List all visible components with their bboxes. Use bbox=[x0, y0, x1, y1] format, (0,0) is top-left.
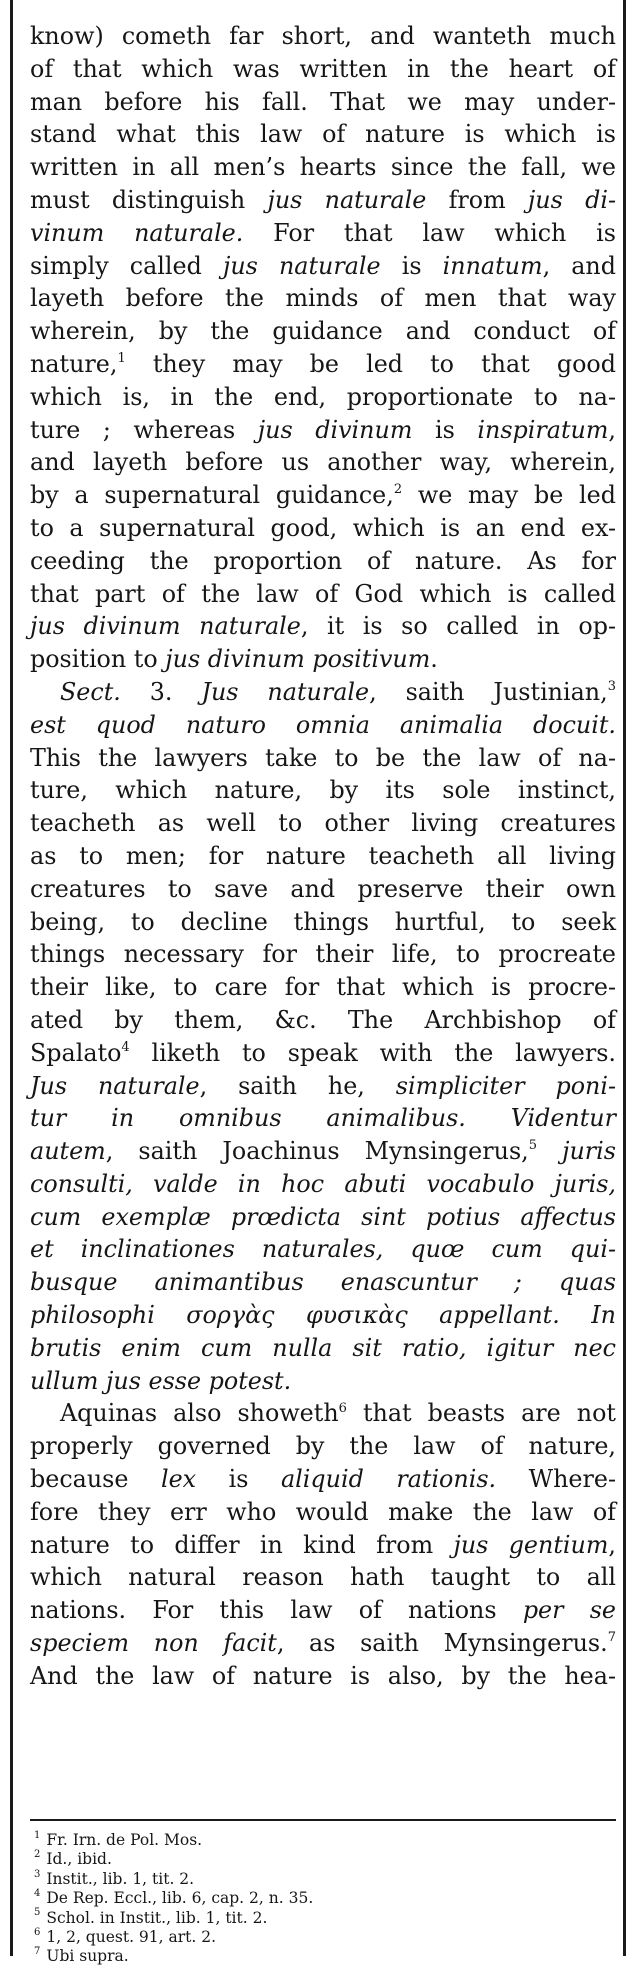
text-run: to a supernatural good, which is an end ex- bbox=[30, 513, 616, 542]
text-run: liketh to speak with the lawyers. bbox=[129, 1038, 616, 1067]
text-run: , as saith Mynsingerus. bbox=[276, 1629, 608, 1658]
text-run: know) cometh far short, and wanteth much bbox=[30, 22, 616, 50]
text-run: which natural reason hath taught to all bbox=[30, 1563, 616, 1592]
text-run: nations. For this law of nations bbox=[30, 1596, 523, 1625]
text-run: is bbox=[196, 1465, 281, 1494]
footnote-text: 1, 2, quest. 91, art. 2. bbox=[46, 1928, 217, 1947]
text-run: that part of the law of God which is called bbox=[30, 579, 616, 608]
text-run: from bbox=[426, 185, 528, 214]
right-border-rule bbox=[623, 0, 626, 1956]
footnote-reference: 2 bbox=[393, 482, 403, 498]
italic-text: per se bbox=[522, 1596, 616, 1625]
italic-text: jus di- bbox=[527, 185, 616, 214]
body-text-column bbox=[30, 20, 616, 1693]
text-line bbox=[30, 1070, 616, 1103]
footnote-marker: 5 bbox=[34, 1907, 41, 1919]
text-line bbox=[30, 1397, 616, 1430]
text-line bbox=[30, 709, 616, 742]
italic-text: consulti, valde in hoc abuti vocabulo juris, bbox=[30, 1169, 616, 1198]
italic-text: innatum bbox=[442, 251, 543, 280]
footnote-marker: 1 bbox=[34, 1829, 41, 1841]
text-line bbox=[30, 971, 616, 1004]
footnote-reference: 6 bbox=[338, 1400, 347, 1416]
text-line bbox=[30, 1135, 616, 1168]
italic-text: cum exemplæ prœdicta sint potius affectus bbox=[30, 1202, 616, 1231]
text-line bbox=[30, 86, 616, 119]
footnote-text: Instit., lib. 1, tit. 2. bbox=[46, 1869, 195, 1888]
text-line bbox=[30, 643, 616, 676]
text-run: 3. bbox=[120, 677, 202, 706]
italic-text: est quod naturo omnia animalia docuit. bbox=[30, 710, 616, 739]
footnote-item bbox=[30, 1870, 616, 1889]
text-line bbox=[30, 446, 616, 479]
footnote-text: De Rep. Eccl., lib. 6, cap. 2, n. 35. bbox=[46, 1889, 314, 1908]
text-run: which is, in the end, proportionate to na- bbox=[30, 382, 616, 411]
italic-text: philosophi σοργὰς φυσικὰς appellant. In bbox=[30, 1301, 616, 1330]
text-run: nature, bbox=[30, 349, 118, 378]
text-line bbox=[30, 1332, 616, 1365]
footnote-marker: 3 bbox=[34, 1868, 41, 1880]
text-run: fore they err who would make the law of bbox=[30, 1497, 616, 1526]
text-line bbox=[30, 512, 616, 545]
text-run: position to bbox=[30, 645, 166, 674]
text-run: , and bbox=[542, 251, 616, 280]
text-run: is bbox=[412, 415, 478, 444]
text-run: ated by them, &c. The Archbishop of bbox=[30, 1005, 616, 1034]
italic-text: Jus naturale bbox=[201, 677, 370, 706]
footnote-reference: 7 bbox=[607, 1630, 616, 1646]
italic-text: jus divinum naturale bbox=[30, 612, 301, 641]
text-line bbox=[30, 479, 616, 512]
text-run: This the lawyers take to be the law of na- bbox=[30, 743, 616, 772]
text-line bbox=[30, 1168, 616, 1201]
text-line bbox=[30, 151, 616, 184]
italic-text: jus naturale bbox=[222, 251, 381, 280]
text-line bbox=[30, 742, 616, 775]
text-line bbox=[30, 938, 616, 971]
italic-text: jus divinum positivum bbox=[165, 645, 431, 674]
text-line bbox=[30, 906, 616, 939]
footnote-item bbox=[30, 1850, 616, 1869]
text-run: their like, to care for that which is procre- bbox=[30, 973, 616, 1002]
text-run: Where- bbox=[496, 1465, 617, 1494]
text-run: properly governed by the law of nature, bbox=[30, 1432, 616, 1461]
text-run: because bbox=[30, 1465, 161, 1494]
text-run: layeth before the minds of men that way bbox=[30, 284, 616, 313]
italic-text: busque animantibus enascuntur ; quas bbox=[30, 1268, 616, 1297]
italic-text: autem bbox=[30, 1137, 106, 1166]
footnote-item bbox=[30, 1889, 616, 1908]
text-run: And the law of nature is also, by the hea- bbox=[30, 1661, 616, 1690]
text-line bbox=[30, 1463, 616, 1496]
text-line bbox=[30, 807, 616, 840]
text-line bbox=[30, 282, 616, 315]
footnote-item bbox=[30, 1947, 616, 1966]
left-border-rule bbox=[10, 0, 13, 1956]
text-line bbox=[30, 1430, 616, 1463]
text-line bbox=[30, 774, 616, 807]
footnote-marker: 7 bbox=[34, 1946, 41, 1958]
italic-text: jus gentium bbox=[453, 1530, 609, 1559]
text-run: Aquinas also showeth bbox=[60, 1399, 339, 1428]
text-run: written in all men’s hearts since the fall, we bbox=[30, 153, 616, 182]
text-line bbox=[30, 1102, 616, 1135]
text-line bbox=[30, 1496, 616, 1529]
text-line bbox=[30, 20, 616, 53]
text-line bbox=[30, 610, 616, 643]
footnote-marker: 4 bbox=[34, 1888, 41, 1900]
footnote-reference: 4 bbox=[121, 1039, 130, 1055]
text-run: simply called bbox=[30, 251, 223, 280]
text-line bbox=[30, 1201, 616, 1234]
text-run: by a supernatural guidance, bbox=[30, 481, 394, 510]
text-line bbox=[30, 217, 616, 250]
text-run: things necessary for their life, to procreate bbox=[30, 940, 616, 969]
text-run: that beasts are not bbox=[346, 1399, 616, 1428]
italic-text: simpliciter poni- bbox=[395, 1071, 616, 1100]
text-run: Spalato bbox=[30, 1038, 122, 1067]
text-run: and layeth before us another way, wherein, bbox=[30, 448, 616, 477]
text-run: , bbox=[608, 415, 616, 444]
footnote-marker: 2 bbox=[34, 1849, 41, 1861]
footnote-text: Fr. Irn. de Pol. Mos. bbox=[46, 1831, 203, 1849]
italic-text: vinum naturale. bbox=[30, 218, 244, 247]
footnote-reference: 5 bbox=[528, 1138, 538, 1154]
footnote-item bbox=[30, 1928, 616, 1947]
italic-text: Jus naturale bbox=[30, 1071, 200, 1100]
text-run: being, to decline things hurtful, to seek bbox=[30, 907, 616, 936]
text-line bbox=[30, 1561, 616, 1594]
italic-text: et inclinationes naturales, quœ cum qui- bbox=[30, 1235, 616, 1264]
text-line bbox=[30, 184, 616, 217]
italic-text: jus naturale bbox=[267, 185, 427, 214]
text-line bbox=[30, 1037, 616, 1070]
text-line bbox=[30, 1529, 616, 1562]
text-line bbox=[30, 1660, 616, 1693]
text-line bbox=[30, 250, 616, 283]
text-line bbox=[30, 1299, 616, 1332]
footnote-text: Schol. in Instit., lib. 1, tit. 2. bbox=[46, 1908, 268, 1927]
text-line bbox=[30, 676, 616, 709]
text-run: is bbox=[380, 251, 443, 280]
footnote-item bbox=[30, 1909, 616, 1928]
footnote-text: Ubi supra. bbox=[46, 1947, 129, 1966]
italic-text: ullum jus esse potest. bbox=[30, 1366, 292, 1395]
text-run: , it is so called in op- bbox=[300, 612, 617, 641]
text-line bbox=[30, 1627, 616, 1660]
text-run: , saith Justinian, bbox=[369, 677, 608, 706]
italic-text: jus divinum bbox=[257, 415, 413, 444]
text-line bbox=[30, 578, 616, 611]
text-line bbox=[30, 1004, 616, 1037]
text-line bbox=[30, 840, 616, 873]
text-run: , bbox=[608, 1530, 616, 1559]
italic-text: brutis enim cum nulla sit ratio, igitur nec bbox=[30, 1333, 616, 1362]
text-line bbox=[30, 118, 616, 151]
text-line bbox=[30, 873, 616, 906]
text-line bbox=[30, 381, 616, 414]
text-line bbox=[30, 545, 616, 578]
text-run: they may be led to that good bbox=[125, 349, 616, 378]
footnote-reference: 1 bbox=[117, 351, 126, 367]
text-run: we may be led bbox=[402, 481, 616, 510]
text-run: For that law which is bbox=[243, 218, 617, 247]
text-run: nature to differ in kind from bbox=[30, 1530, 454, 1559]
text-line bbox=[30, 53, 616, 86]
italic-text: inspiratum bbox=[477, 415, 609, 444]
italic-text: lex bbox=[160, 1465, 197, 1494]
text-run: ture ; whereas bbox=[30, 415, 258, 444]
footnote-marker: 6 bbox=[34, 1926, 41, 1938]
text-line bbox=[30, 1266, 616, 1299]
text-run: ture, which nature, by its sole instinct, bbox=[30, 776, 616, 805]
text-run: , saith he, bbox=[199, 1071, 396, 1100]
text-line bbox=[30, 315, 616, 348]
text-run: , saith Joachinus Mynsingerus, bbox=[105, 1137, 529, 1166]
italic-text: speciem non facit bbox=[30, 1629, 277, 1658]
italic-text: juris bbox=[537, 1137, 617, 1166]
italic-text: Sect. bbox=[60, 677, 121, 706]
italic-text: aliquid rationis. bbox=[280, 1465, 497, 1494]
text-line bbox=[30, 1233, 616, 1266]
text-line bbox=[30, 348, 616, 381]
text-run: as to men; for nature teacheth all living bbox=[30, 841, 616, 870]
text-run: creatures to save and preserve their own bbox=[30, 874, 616, 903]
text-run: ceeding the proportion of nature. As for bbox=[30, 546, 616, 575]
italic-text: tur in omnibus animalibus. Videntur bbox=[30, 1104, 616, 1133]
text-run: of that which was written in the heart of bbox=[30, 54, 616, 83]
text-run: wherein, by the guidance and conduct of bbox=[30, 317, 616, 346]
text-line bbox=[30, 1365, 616, 1398]
text-run: stand what this law of nature is which is bbox=[30, 120, 616, 149]
text-run: must distinguish bbox=[30, 185, 268, 214]
text-run: . bbox=[430, 645, 438, 674]
text-run: teacheth as well to other living creatures bbox=[30, 809, 616, 838]
footnote-reference: 3 bbox=[607, 679, 616, 695]
footnote-item bbox=[30, 1831, 616, 1850]
footnotes-section bbox=[30, 1819, 616, 1967]
text-line bbox=[30, 414, 616, 447]
text-line bbox=[30, 1594, 616, 1627]
text-run: man before his fall. That we may under- bbox=[30, 87, 616, 116]
footnote-text: Id., ibid. bbox=[46, 1850, 112, 1869]
